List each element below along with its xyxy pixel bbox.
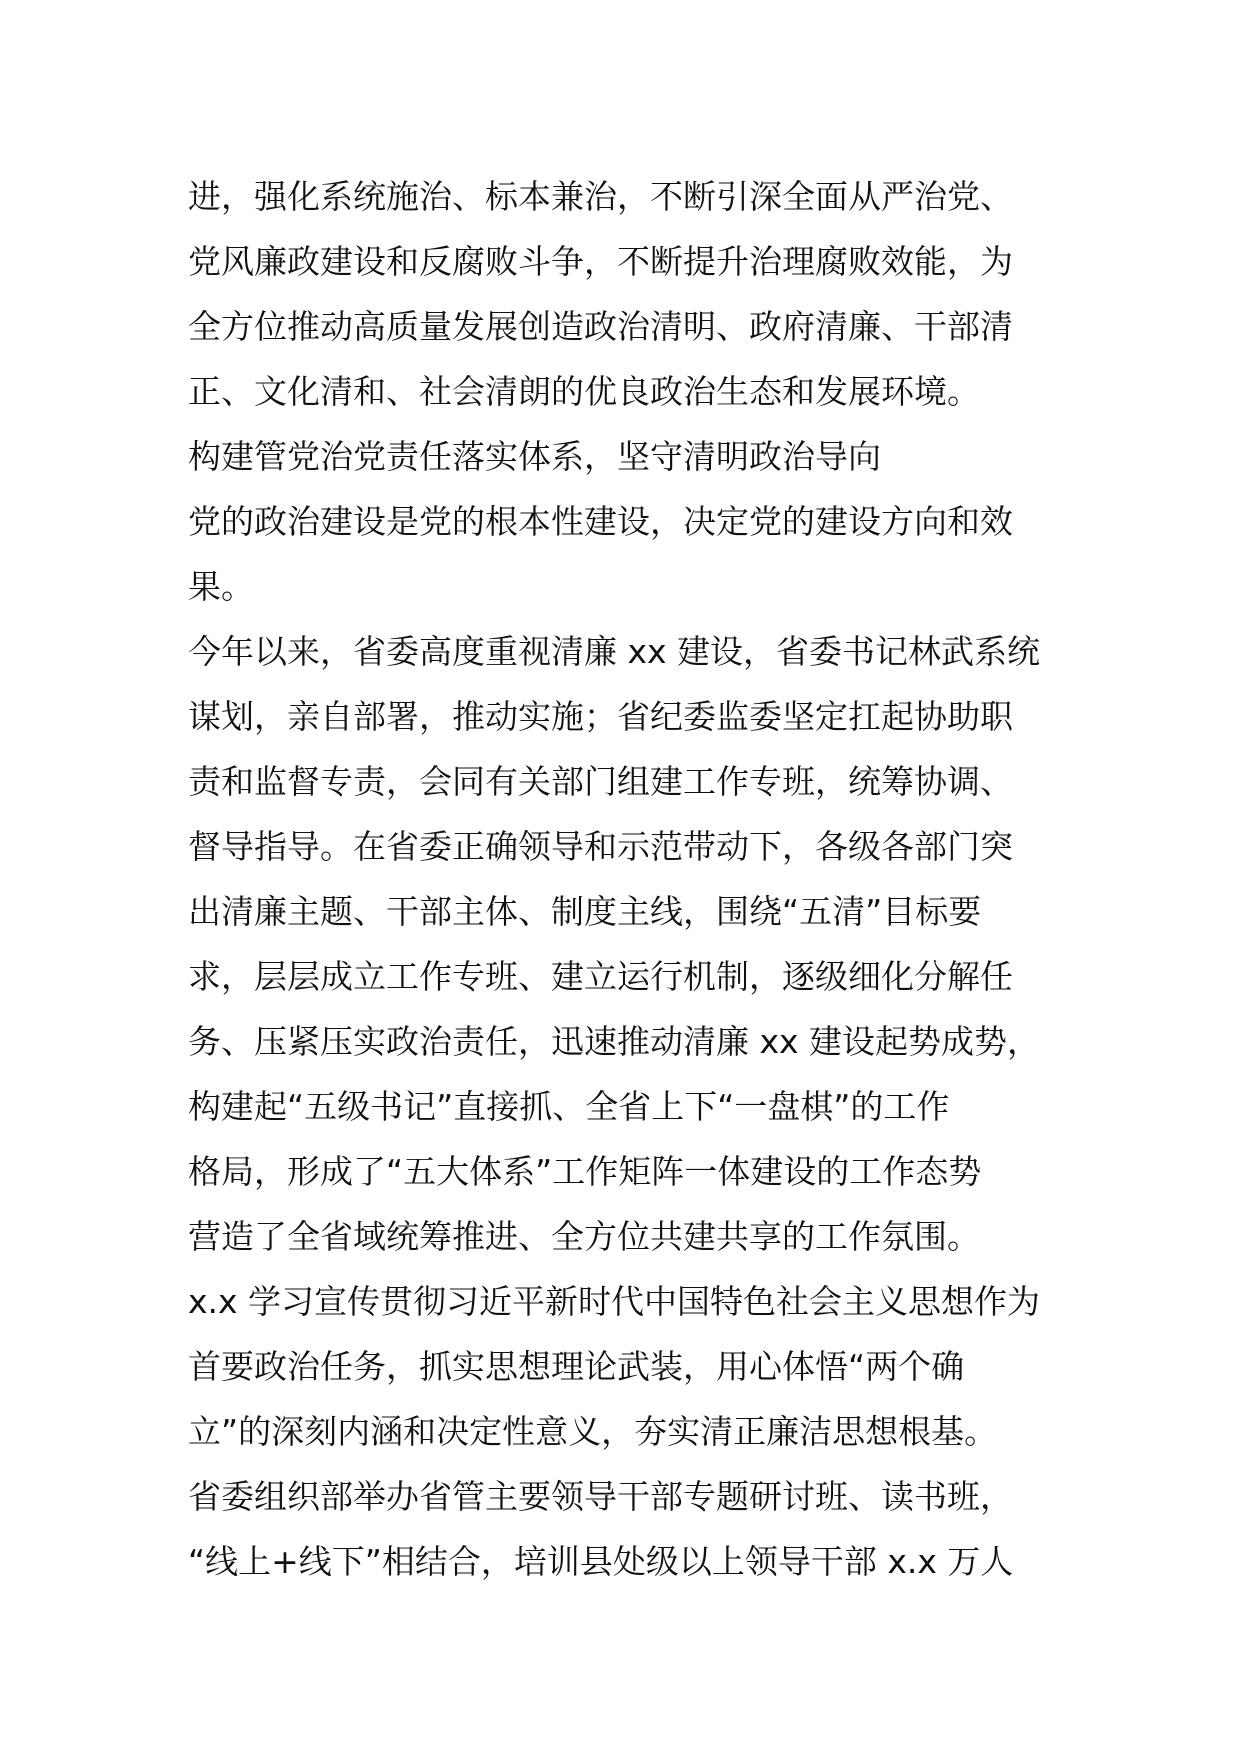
text-line: 党的政治建设是党的根本性建设，决定党的建设方向和效	[188, 502, 1013, 541]
text-line: x.x 学习宣传贯彻习近平新时代中国特色社会主义思想作为	[188, 1282, 1041, 1321]
body-text	[188, 164, 1068, 1594]
text-line: 督导指导。在省委正确领导和示范带动下，各级各部门突	[188, 827, 1013, 866]
text-line: “线上+线下”相结合，培训县处级以上领导干部 x.x 万人	[188, 1542, 1014, 1581]
text-line: 果。	[188, 567, 254, 606]
text-line: 党风廉政建设和反腐败斗争，不断提升治理腐败效能，为	[188, 242, 1013, 281]
text-line: 进，强化系统施治、标本兼治，不断引深全面从严治党、	[188, 177, 1013, 216]
text-line: 务、压紧压实政治责任，迅速推动清廉 xx 建设起势成势，	[188, 1022, 1041, 1061]
text-line: 格局，形成了“五大体系”工作矩阵一体建设的工作态势	[188, 1152, 982, 1191]
text-line: 构建起“五级书记”直接抓、全省上下“一盘棋”的工作	[188, 1087, 950, 1126]
text-line: 出清廉主题、干部主体、制度主线，围绕“五清”目标要	[188, 892, 982, 931]
section-heading: 构建管党治党责任落实体系，坚守清明政治导向	[188, 437, 881, 476]
text-line: 今年以来，省委高度重视清廉 xx 建设，省委书记林武系统	[188, 632, 1041, 671]
text-line: 首要政治任务，抓实思想理论武装，用心体悟“两个确	[188, 1347, 965, 1386]
text-line: 求，层层成立工作专班、建立运行机制，逐级细化分解任	[188, 957, 1013, 996]
text-line: 责和监督专责，会同有关部门组建工作专班，统筹协调、	[188, 762, 1013, 801]
text-line: 正、文化清和、社会清朗的优良政治生态和发展环境。	[188, 372, 980, 411]
text-line: 营造了全省域统筹推进、全方位共建共享的工作氛围。	[188, 1217, 980, 1256]
text-line: 立”的深刻内涵和决定性意义，夯实清正廉洁思想根基。	[188, 1412, 998, 1451]
text-line: 全方位推动高质量发展创造政治清明、政府清廉、干部清	[188, 307, 1013, 346]
text-line: 谋划，亲自部署，推动实施；省纪委监委坚定扛起协助职	[188, 697, 1013, 736]
text-line: 省委组织部举办省管主要领导干部专题研讨班、读书班，	[188, 1477, 1013, 1516]
